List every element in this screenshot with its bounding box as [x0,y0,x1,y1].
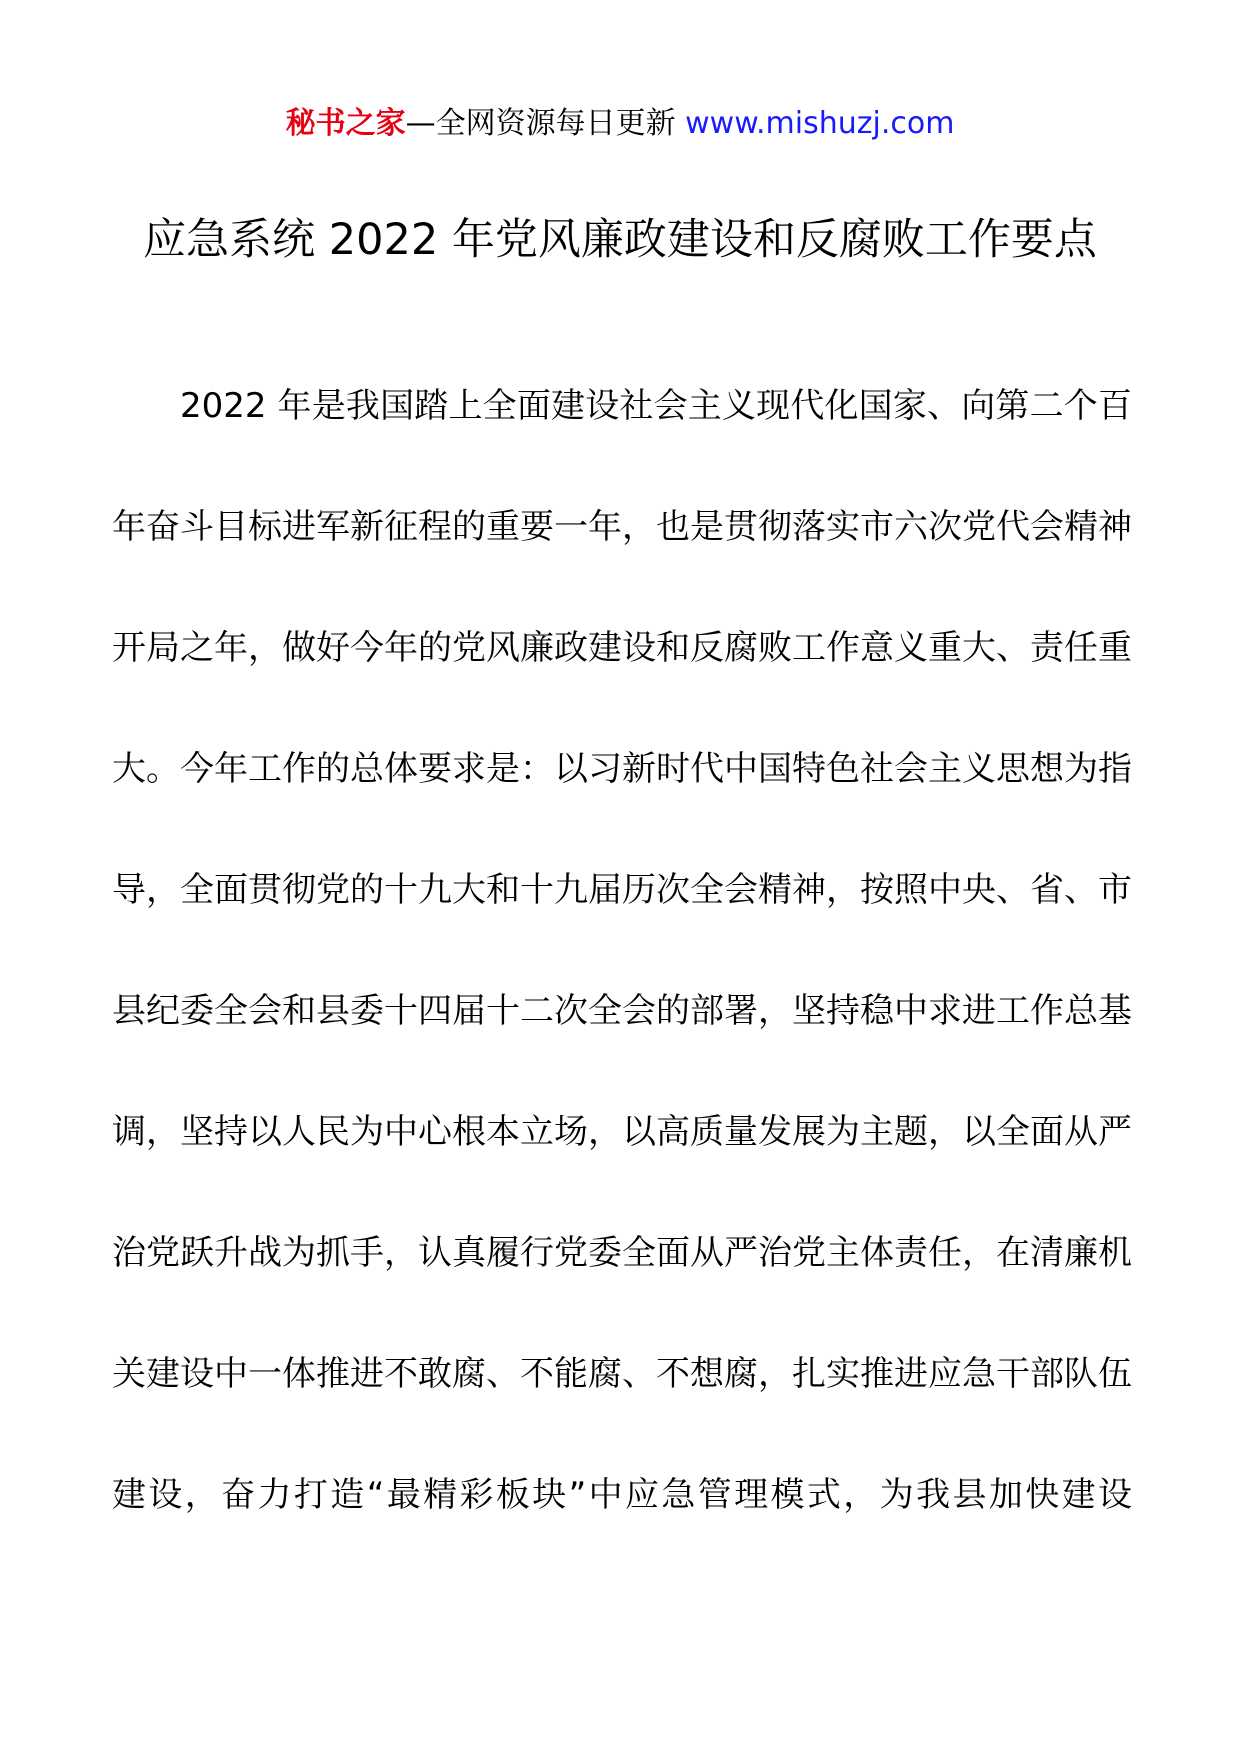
document-title: 应急系统 2022 年党风廉政建设和反腐败工作要点 [143,215,1097,265]
site-url-link[interactable]: www.mishuzj.com [685,106,955,141]
paragraph-line: 大。今年工作的总体要求是：以习新时代中国特色社会主义思想为指 [112,749,1132,789]
paragraph-line: 调，坚持以人民为中心根本立场，以高质量发展为主题，以全面从严 [112,1112,1132,1152]
brand-name: 秘书之家 [285,106,406,141]
header-tagline: —全网资源每日更新 [405,106,686,141]
paragraph-line: 关建设中一体推进不敢腐、不能腐、不想腐，扎实推进应急干部队伍 [112,1354,1132,1394]
paragraph-line: 年奋斗目标进军新征程的重要一年，也是贯彻落实市六次党代会精神 [112,507,1132,547]
paragraph-line: 2022 年是我国踏上全面建设社会主义现代化国家、向第二个百 [180,386,1132,426]
paragraph-line: 开局之年，做好今年的党风廉政建设和反腐败工作意义重大、责任重 [112,628,1132,668]
site-header [0,104,1240,144]
document-body [112,378,1132,1588]
paragraph-line: 导，全面贯彻党的十九大和十九届历次全会精神，按照中央、省、市 [112,870,1132,910]
paragraph-line: 县纪委全会和县委十四届十二次全会的部署，坚持稳中求进工作总基 [112,991,1132,1031]
paragraph-line: 治党跃升战为抓手，认真履行党委全面从严治党主体责任，在清廉机 [112,1233,1132,1273]
paragraph-line: 建设，奋力打造“最精彩板块”中应急管理模式，为我县加快建设 [112,1475,1132,1515]
